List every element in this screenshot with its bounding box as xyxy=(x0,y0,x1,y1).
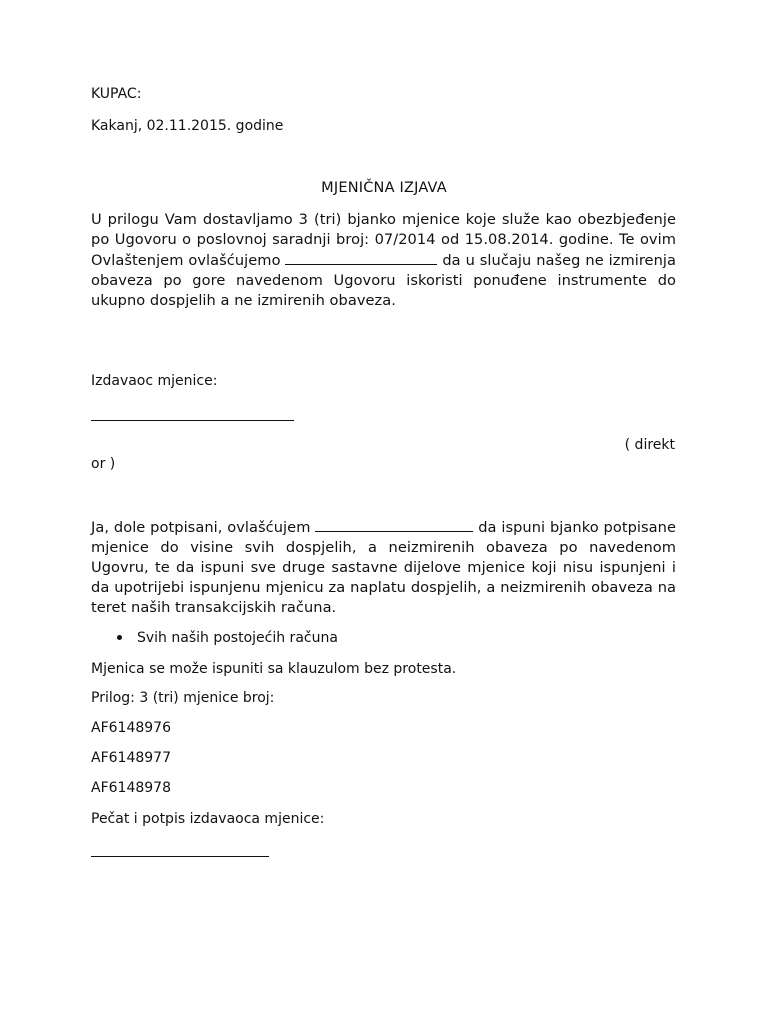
buyer-label: KUPAC: xyxy=(91,86,142,102)
authorized-party-blank[interactable] xyxy=(285,250,437,265)
bill-number-1: AF6148976 xyxy=(91,720,171,736)
bullet-text: Svih naših postojećih računa xyxy=(137,630,338,646)
intro-text-part1: U prilogu Vam dostavljamo 3 (tri) bjanko mjenice koje služe kao obezbjeđenje po Ugovoru o poslovnoj saradnji broj: 07/2014 od 15.08.2014. godine. Te ovim Ovlaštenjem ovlašćujemo xyxy=(91,211,676,269)
director-label-part1: ( direkt xyxy=(624,437,675,453)
authorization-paragraph xyxy=(91,517,676,618)
director-label-part2: or ) xyxy=(91,456,116,472)
protest-clause: Mjenica se može ispuniti sa klauzulom bez protesta. xyxy=(91,661,457,677)
authorization-text-part1: Ja, dole potpisani, ovlašćujem xyxy=(91,519,316,536)
bill-number-3: AF6148978 xyxy=(91,780,171,796)
document-title: MJENIČNA IZJAVA xyxy=(321,180,447,196)
bill-number-2: AF6148977 xyxy=(91,750,171,766)
issuer-signature-line[interactable] xyxy=(91,420,294,421)
intro-text-part2: da u slučaju našeg ne izmirenja obaveza po gore navedenom Ugovoru iskoristi ponuđene instrumente do ukupno dospjelih a ne izmirenih obaveza. xyxy=(91,252,676,309)
list-item xyxy=(117,628,338,648)
signature-label: Pečat i potpis izdavaoca mjenice: xyxy=(91,811,325,827)
intro-paragraph xyxy=(91,210,676,311)
place-date: Kakanj, 02.11.2015. godine xyxy=(91,118,284,134)
issuer-label: Izdavaoc mjenice: xyxy=(91,373,218,389)
attachment-label: Prilog: 3 (tri) mjenice broj: xyxy=(91,690,275,706)
authorization-text-part2: da ispuni bjanko potpisane mjenice do visine svih dospjelih, a neizmirenih obaveza po navedenom Ugovru, te da ispuni sve druge sastavne dijelove mjenice koji nisu ispunjeni i da upotrijebi ispunjenu mjenicu za naplatu dospjelih, a neizmirenih obaveza na teret naših transakcijskih računa. xyxy=(91,519,676,616)
bullet-icon xyxy=(117,635,122,640)
stamp-signature-line[interactable] xyxy=(91,856,269,857)
authorized-person-blank[interactable] xyxy=(315,517,473,532)
